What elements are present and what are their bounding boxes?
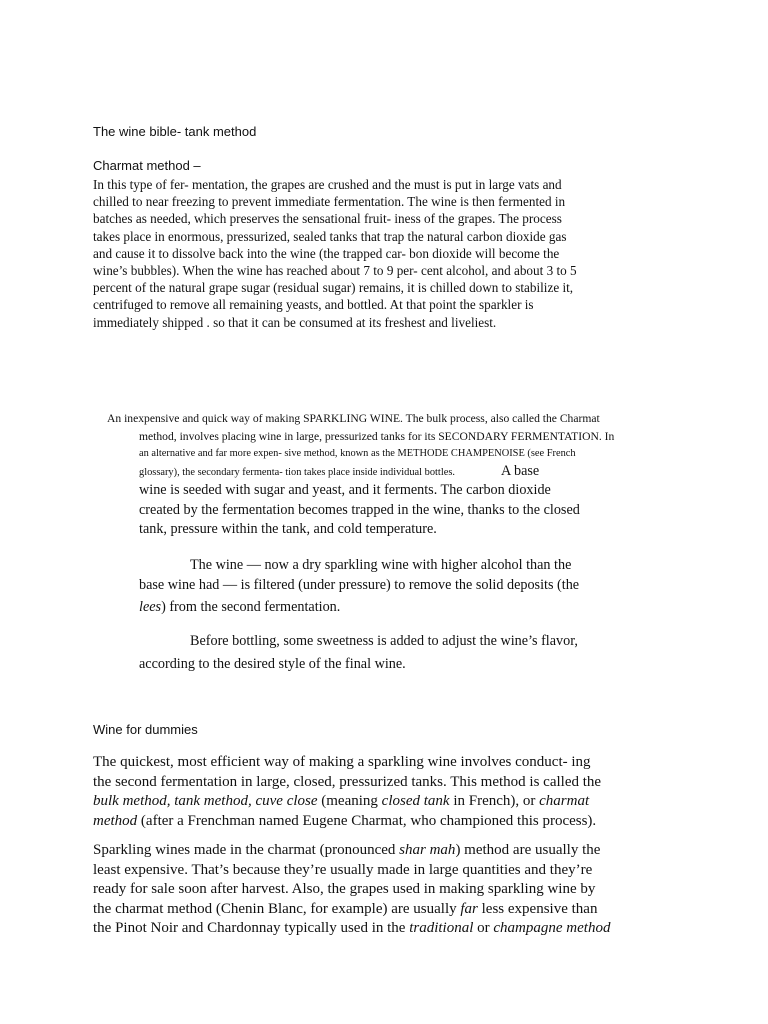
italic-term: far <box>460 900 478 917</box>
paragraph-line: centrifuged to remove all remaining yeasts, and bottled. At that point the sparkler is <box>93 297 534 313</box>
italic-term: closed tank <box>381 793 450 809</box>
paragraph-text: or <box>473 920 494 936</box>
paragraph-line <box>139 598 679 618</box>
section-heading-wine-bible: The wine bible- tank method <box>93 124 257 139</box>
dummies-paragraph-1 <box>93 753 683 831</box>
paragraph-line <box>93 792 683 812</box>
paragraph-line: ready for sale soon after harvest. Also, the grapes used in making sparkling wine by <box>93 881 596 897</box>
paragraph-text: less expensive than <box>477 900 598 917</box>
glossary-line: an alternative and far more expen- sive method, known as the METHODE CHAMPENOISE (see French <box>139 448 576 459</box>
italic-term: shar mah <box>399 842 456 858</box>
paragraph-line <box>93 841 683 861</box>
paragraph-line <box>93 900 683 920</box>
glossary-line: created by the fermentation becomes trapped in the wine, thanks to the closed <box>139 501 580 518</box>
paragraph-text: (after a Frenchman named Eugene Charmat, who championed this process). <box>137 812 597 829</box>
paragraph-line: immediately shipped . so that it can be consumed at its freshest and liveliest. <box>93 314 497 330</box>
paragraph-line <box>93 919 683 939</box>
paragraph-line: according to the desired style of the final wine. <box>139 655 406 672</box>
paragraph-line: wine’s bubbles). When the wine has reached about 7 to 9 per- cent alcohol, and about 3 to 5 <box>93 263 577 279</box>
paragraph-line: percent of the natural grape sugar (residual sugar) remains, it is chilled down to stabilize it, <box>93 280 574 296</box>
glossary-line-mixed <box>107 463 677 482</box>
glossary-line: An inexpensive and quick way of making SPARKLING WINE. The bulk process, also called the Charmat <box>107 412 600 425</box>
paragraph-text: in French), or <box>449 793 540 809</box>
paragraph-line: and cause it to dissolve back into the wine (the trapped car- bon dioxide will become the <box>93 245 560 261</box>
glossary-line-part: glossary), the secondary fermenta- tion takes place inside individual bottles. <box>139 466 455 478</box>
paragraph-line: The quickest, most efficient way of making a sparkling wine involves conduct- ing <box>93 754 591 770</box>
glossary-line: tank, pressure within the tank, and cold temperature. <box>139 521 437 537</box>
filter-paragraph <box>139 556 679 618</box>
paragraph-line: The wine — now a dry sparkling wine with higher alcohol than the <box>190 557 572 573</box>
italic-term: method <box>93 812 138 829</box>
italic-term: champagne method <box>493 920 611 936</box>
italic-term: bulk method, tank method, cuve close <box>93 793 318 809</box>
paragraph-text: the Pinot Noir and Chardonnay typically used in the <box>93 920 410 936</box>
glossary-definition-block <box>107 410 677 540</box>
paragraph-text: ) from the second fermentation. <box>161 599 341 615</box>
paragraph-text: ) method are usually the <box>455 842 601 858</box>
paragraph-line: chilled to near freezing to prevent immediate fermentation. The wine is then fermented in <box>93 194 566 210</box>
italic-term: lees <box>139 599 162 615</box>
bottling-paragraph <box>139 632 679 674</box>
paragraph-text: (meaning <box>317 793 382 809</box>
paragraph-text: the charmat method (Chenin Blanc, for example) are usually <box>93 900 461 917</box>
italic-term: charmat <box>539 793 590 809</box>
paragraph-line: base wine had — is filtered (under pressure) to remove the solid deposits (the <box>139 576 580 593</box>
subheading-charmat-method: Charmat method – <box>93 158 201 173</box>
paragraph-line: takes place in enormous, pressurized, sealed tanks that trap the natural carbon dioxide gas <box>93 228 567 244</box>
paragraph-line: batches as needed, which preserves the sensational fruit- iness of the grapes. The process <box>93 211 562 227</box>
glossary-line-part: A base <box>500 462 540 479</box>
paragraph-line <box>93 812 683 832</box>
dummies-paragraph-2 <box>93 841 683 939</box>
italic-term: traditional <box>409 920 474 936</box>
glossary-line: method, involves placing wine in large, pressurized tanks for its SECONDARY FERMENTATION. In <box>139 429 615 443</box>
paragraph-line: Before bottling, some sweetness is added to adjust the wine’s flavor, <box>190 633 578 649</box>
paragraph-line: least expensive. That’s because they’re usually made in large quantities and they’re <box>93 861 593 878</box>
paragraph-text: Sparkling wines made in the charmat (pronounced <box>93 842 400 858</box>
section-heading-wine-for-dummies: Wine for dummies <box>93 722 198 737</box>
paragraph-line: In this type of fer- mentation, the grapes are crushed and the must is put in large vats and <box>93 177 562 192</box>
paragraph-line: the second fermentation in large, closed, pressurized tanks. This method is called the <box>93 773 602 790</box>
charmat-paragraph <box>93 176 683 331</box>
glossary-line: wine is seeded with sugar and yeast, and it ferments. The carbon dioxide <box>139 482 551 498</box>
